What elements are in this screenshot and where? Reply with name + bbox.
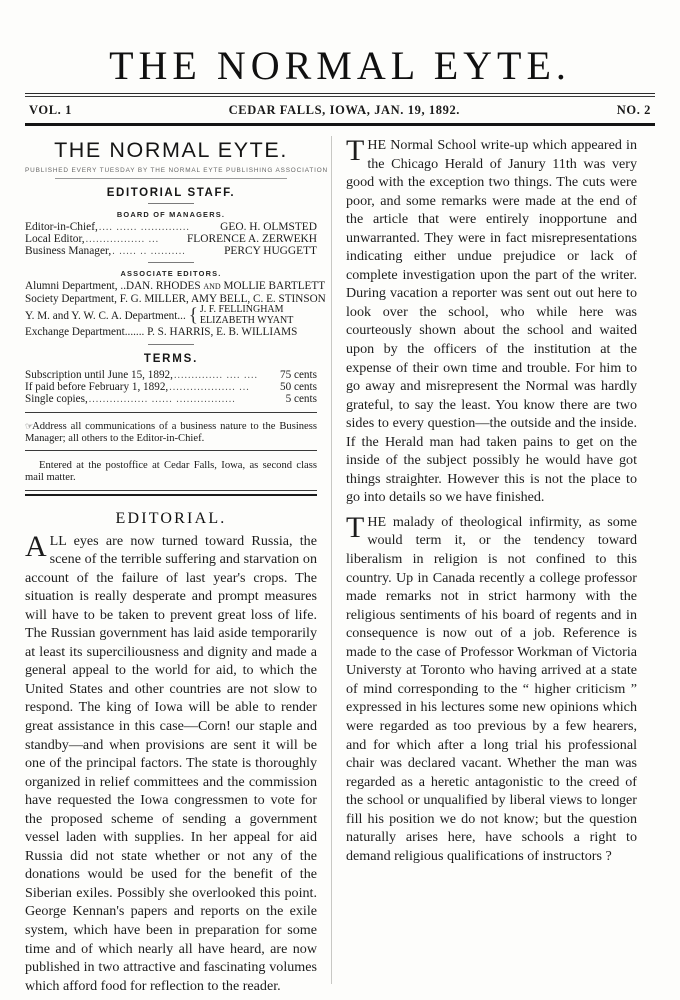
postoffice-notice: Entered at the postoffice at Cedar Falls, Iowa, as second class mail matter. <box>25 459 317 483</box>
columns-container <box>25 134 655 994</box>
right-column <box>331 136 637 984</box>
volume-date-bar <box>25 97 655 123</box>
board-of-managers-list <box>25 222 317 257</box>
terms-price: 50 cents <box>280 380 317 393</box>
left-column <box>25 136 331 994</box>
associate-name-line-2: ELIZABETH WYANT <box>199 314 294 326</box>
board-role: Business Manager, <box>25 244 112 257</box>
masthead-rule-group-bottom <box>25 123 655 126</box>
editorial-staff-heading: EDITORIAL STAFF. <box>106 187 236 199</box>
associate-editors-heading: ASSOCIATE EDITORS. <box>120 269 222 279</box>
rule-thick-bottom <box>25 123 655 126</box>
leader-dots: ................. ...... ................. <box>88 393 236 405</box>
associate-names: F. G. MILLER, AMY BELL, C. E. STINSON <box>119 292 326 305</box>
associate-row <box>25 326 317 338</box>
associate-names-stack <box>200 305 293 326</box>
associate-row-braced <box>25 305 317 326</box>
terms-row <box>25 382 317 394</box>
board-name: PERCY HUGGETT <box>224 244 317 257</box>
associate-dept: Y. M. and Y. W. C. A. Department... <box>25 309 186 322</box>
notice-rule-top <box>25 412 317 413</box>
board-role: Local Editor, <box>25 232 85 245</box>
masthead <box>0 0 680 126</box>
flag-title: THE NORMAL EYTE. <box>54 138 288 162</box>
terms-heading: TERMS. <box>143 352 199 365</box>
associate-names: DAN. RHODES and MOLLIE BARTLETT <box>125 280 326 293</box>
terms-list <box>25 370 317 406</box>
brace-icon: { <box>188 304 198 326</box>
terms-label: Subscription until June 15, 1892, <box>25 368 173 381</box>
associate-dept: Society Department, <box>25 292 120 305</box>
board-row <box>25 234 317 246</box>
terms-label: Single copies, <box>25 392 88 405</box>
associate-dept: Exchange Department <box>25 326 125 339</box>
terms-price: 5 cents <box>285 392 317 405</box>
terms-label: If paid before February 1, 1892, <box>25 380 169 393</box>
notice-rule-bottom <box>25 490 317 491</box>
associate-heading-rule <box>148 262 194 263</box>
volume-label: VOL. 1 <box>29 103 72 117</box>
leader-dots: ....... <box>124 326 145 339</box>
terms-row <box>25 394 317 406</box>
article-theological-infirmity: THE malady of theological infirmity, as some would term it, or the tendency toward liberalism in religion is not confined to this country. Up in Canada recently a college professor made remarks not in strict harmony with the religious sentiments of his board of regents and in consequence is now out of a job. Reference is made to the case of Professor Workman of Victoria Universty at Toronto who having arrived at a state of mind corresponding to the “ higher criticism ” expressed in his lectures some new opinions which were regarded as too previous by a few hearers, and for which after a long trial his professional chair was declared vacant. Whether the man was regarded as a heretic antagonistic to the creed of the school or unqualified by liberal views to longer fill his position we do not know; but the question naturally arises here, have schools a right to demand religious qualifications of instructors ? <box>346 510 637 864</box>
flag-published-line: PUBLISHED EVERY TUESDAY BY THE NORMAL EYTE PUBLISHING ASSOCIATION <box>25 167 329 174</box>
board-of-managers-heading: BOARD OF MANAGERS. <box>116 210 226 219</box>
leader-dots: . ..... .. .......... <box>112 245 186 257</box>
terms-row <box>25 370 317 382</box>
staff-heading-rule <box>148 203 194 204</box>
terms-heading-rule <box>148 344 194 345</box>
board-row <box>25 246 317 258</box>
article-russia-famine: ALL eyes are now turned toward Russia, the scene of the terrible suffering and starvation on account of the failure of last year's crops. The situation is really desperate and prompt measures will have to be taken to prevent great loss of life. The Russian government has laid aside temporarily at least its superciliousness and dignity and made a general appeal to the world for aid, to which the United States and other countries are not slow to respond. The king of Iowa will be able to render great assistance in this case—Corn! our staple and standby—and when provisions are sent it will be one of the principal factors. The state is thoroughly organized in relief committees and the commission have requested the Iowa congressmen to vote for the proposed scheme of sending a government vessel laden with supplies. In her appeal for aid Russia did not state whether or not any of the donations would be used for the benefit of the Siberian exiles. Possibly she overlooked this point. George Kennan's papers and reports on the exile system, which have been in preparation for some time and of which nearly all have heard, are now published in two attractive and fascinating volumes which afford food for reflection to the reader. <box>25 529 317 994</box>
flag-end-rule <box>25 494 317 496</box>
flag-block <box>25 138 329 496</box>
associate-row <box>25 280 326 293</box>
leader-dots: .............. .... .... <box>173 369 258 381</box>
associate-names: P. S. HARRIS, E. B. WILLIAMS <box>147 326 298 339</box>
leader-dots: .... ...... .............. <box>98 222 190 233</box>
board-name: FLORENCE A. ZERWEKH <box>186 232 317 245</box>
article-chicago-herald-writeup: THE Normal School write-up which appeared in the Chicago Herald of Janury 11th was very good with the exception two things. The cuts were poor, and some remarks were made at the end of the article that were entirely inopportune and unwarranted. They were in fact misrepresentations indicating either undue prejudice or lack of complete investigation upon the part of the writer. During vacation a reporter was sent out out here to look over the school, who while here was courteously shown about the school and waited upon by the officers of the institution at the expense of their own time and trouble. For him to go away and misrepresent the Normal was hardly grateful, to say the least. You know there are two sides to every question—the outside and the inside. If the Herald man had taken pains to get on the inside of the subject possibly he would have got things straighter. However this is not the place to go into details so we have finished. <box>346 134 637 506</box>
masthead-title: THE NORMAL EYTE. <box>109 43 571 88</box>
flag-divider <box>55 178 287 179</box>
leader-dots: ................. ... <box>85 233 160 245</box>
board-name: GEO. H. OLMSTED <box>220 221 317 233</box>
associate-name-line-1: J. F. FELLINGHAM <box>199 304 284 316</box>
leader-dots: ................... ... <box>169 381 250 393</box>
editorial-body-right <box>346 136 637 865</box>
pointing-hand-icon: ☞ <box>25 420 33 431</box>
notice-rule-middle <box>25 450 317 451</box>
place-date-label: CEDAR FALLS, IOWA, JAN. 19, 1892. <box>228 103 461 117</box>
terms-price: 75 cents <box>280 368 317 381</box>
issue-number-label: NO. 2 <box>616 103 651 117</box>
editorial-heading: EDITORIAL. <box>115 509 227 527</box>
board-role: Editor-in-Chief, <box>25 221 98 233</box>
associate-dept: Alumni Department, <box>25 280 121 293</box>
associate-editors-list <box>25 280 326 339</box>
leader-dots: .. <box>120 280 126 293</box>
business-notice <box>25 416 317 445</box>
business-notice-text: Address all communications of a business nature to the Business Manager; all others to the Editor-in-Chief. <box>25 420 317 444</box>
editorial-body-left <box>25 529 317 996</box>
